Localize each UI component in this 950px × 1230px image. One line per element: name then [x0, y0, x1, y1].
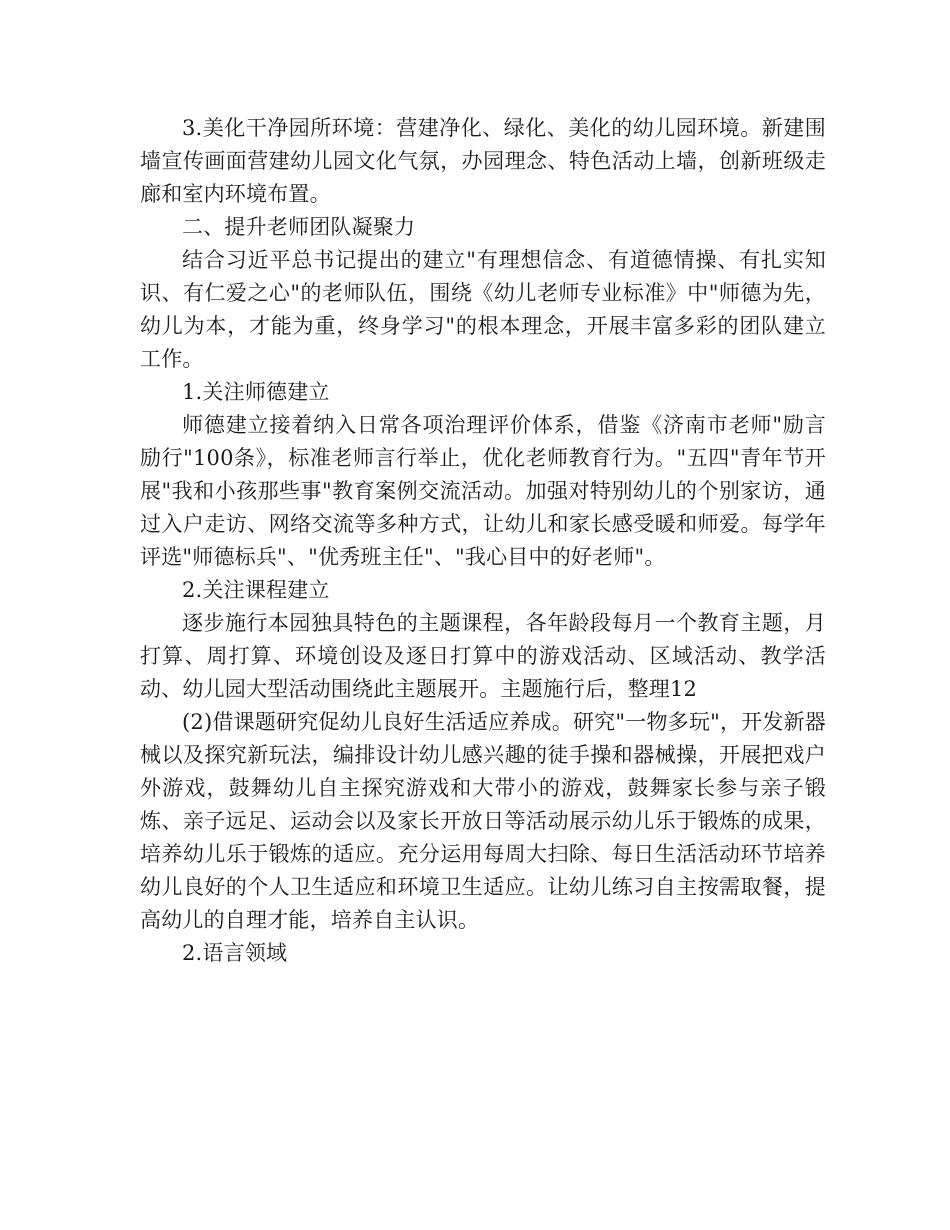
heading-teacher-ethics: 1.关注师德建立 [182, 380, 330, 404]
paragraph-teacher-ethics: 师德建立接着纳入日常各项治理评价体系，借鉴《济南市老师"励言励行"100条》，标准老师言行举止，优化老师教育行为。"五四"青年节开展"我和小孩那些事"教育案例交流活动。加强对特别幼儿的个别家访，通过入户走访、网络交流等多种方式，让幼儿和家长感受暖和师爱。每学年评选"师德标兵"、"优秀班主任"、"我心目中的好老师"。 [140, 413, 826, 569]
heading-curriculum: 2.关注课程建立 [182, 578, 330, 602]
paragraph-environment: 3.美化干净园所环境：营建净化、绿化、美化的幼儿园环境。新建围墙宣传画面营建幼儿园文化气氛，办园理念、特色活动上墙，创新班级走廊和室内环境布置。 [140, 116, 826, 206]
document-body [140, 112, 826, 970]
paragraph-curriculum: 逐步施行本园独具特色的主题课程，各年龄段每月一个教育主题，月打算、周打算、环境创设及逐日打算中的游戏活动、区域活动、教学活动、幼儿园大型活动围绕此主题展开。主题施行后，整理12 [140, 611, 826, 701]
paragraph-habits: (2)借课题研究促幼儿良好生活适应养成。研究"一物多玩"，开发新器械以及探究新玩法，编排设计幼儿感兴趣的徒手操和器械操，开展把戏户外游戏，鼓舞幼儿自主探究游戏和大带小的游戏，鼓舞家长参与亲子锻炼、亲子远足、运动会以及家长开放日等活动展示幼儿乐于锻炼的成果，培养幼儿乐于锻炼的适应。充分运用每周大扫除、每日生活活动环节培养幼儿良好的个人卫生适应和环境卫生适应。让幼儿练习自主按需取餐，提高幼儿的自理才能，培养自主认识。 [140, 710, 826, 932]
paragraph-team-building: 结合习近平总书记提出的建立"有理想信念、有道德情操、有扎实知识、有仁爱之心"的老师队伍，围绕《幼儿老师专业标准》中"师德为先，幼儿为本，才能为重，终身学习"的根本理念，开展丰富多彩的团队建立工作。 [140, 248, 826, 371]
heading-teacher-team: 二、提升老师团队凝聚力 [182, 215, 416, 239]
heading-language-domain: 2.语言领域 [182, 941, 288, 965]
